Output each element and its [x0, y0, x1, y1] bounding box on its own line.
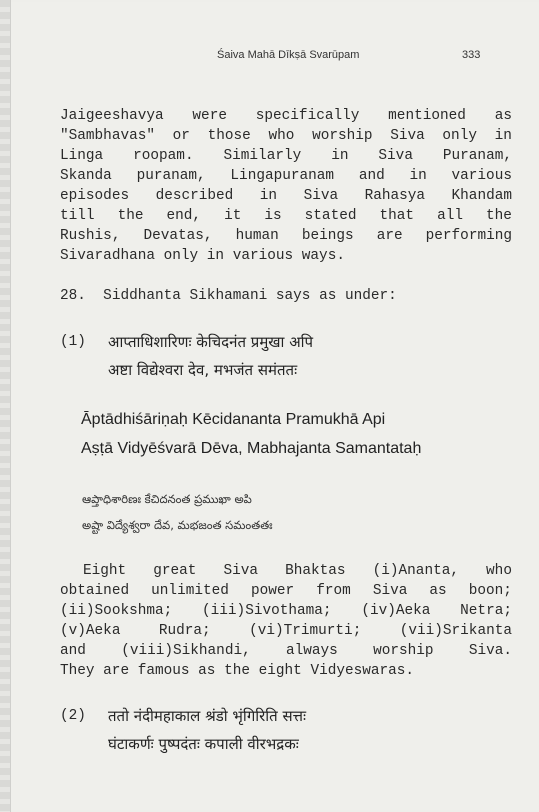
word: in: [206, 248, 225, 264]
word: (iv)Aeka: [361, 603, 431, 619]
text-line: [60, 126, 512, 146]
word: Skanda: [60, 168, 112, 184]
text-line: [60, 661, 512, 681]
word: and: [358, 168, 385, 184]
word: Lingapuranam: [230, 168, 335, 184]
verse-1-transliteration-line-1: Āptādhiśāriṇaḥ Kēcidananta Pramukhā Api: [81, 411, 386, 428]
text-line: [60, 146, 512, 166]
word: Siva.: [468, 643, 512, 659]
verse-2-sanskrit-line-2: घंटाकर्णः पुष्पदंतः कपाली वीरभद्रकः: [108, 735, 299, 753]
word: Siva: [378, 148, 413, 164]
verse-1-telugu-line-1: ఆప్తాధిశారిణః కేచిదనంత ప్రముఖా అపి: [82, 492, 252, 506]
word: Siva: [372, 583, 408, 599]
word: (vii)Srikanta: [399, 623, 512, 639]
word: great: [153, 563, 197, 579]
word: Jaigeeshavya: [60, 108, 164, 124]
spiral-binding-edge: [0, 0, 11, 812]
word: are: [103, 663, 130, 679]
verse-2-label: (2): [60, 708, 86, 724]
section-28-heading: 28. Siddhanta Sikhamani says as under:: [60, 288, 397, 304]
word: boon;: [468, 583, 512, 599]
word: always: [286, 643, 338, 659]
word: famous: [137, 663, 190, 679]
word: obtained: [60, 583, 130, 599]
word: (i)Ananta,: [372, 563, 459, 579]
word: it: [224, 208, 242, 224]
word: the: [486, 208, 512, 224]
word: (viii)Sikhandi,: [121, 643, 251, 659]
paragraph-vidyeswaras: [60, 561, 512, 681]
word: (ii)Sookshma;: [60, 603, 173, 619]
word: worship: [373, 643, 434, 659]
word: Sivaradhana: [60, 248, 155, 264]
word: Vidyeswaras.: [310, 663, 415, 679]
word: as: [198, 663, 216, 679]
word: or: [172, 128, 190, 144]
word: in: [259, 188, 278, 204]
word: Rudra;: [158, 623, 211, 639]
word: end,: [166, 208, 202, 224]
word: power: [250, 583, 295, 599]
word: Khandam: [451, 188, 512, 204]
word: only: [163, 248, 199, 264]
word: worship: [312, 128, 373, 144]
text-line: [60, 601, 512, 621]
word: Rushis,: [60, 228, 121, 244]
word: Siva: [390, 128, 425, 144]
word: as: [429, 583, 447, 599]
word: (iii)Sivothama;: [202, 603, 332, 619]
word: various: [232, 248, 294, 264]
word: beings: [301, 228, 354, 244]
word: in: [331, 148, 349, 164]
word: eight: [258, 663, 302, 679]
word: is: [264, 208, 282, 224]
word: and: [60, 643, 86, 659]
verse-1-transliteration-line-2: Aṣṭā Vidyēśvarā Dēva, Mabhajanta Samantataḥ: [81, 440, 422, 457]
word: were: [192, 108, 227, 124]
word: all: [437, 208, 463, 224]
text-line: [60, 186, 512, 206]
word: They: [60, 663, 95, 679]
word: Devatas,: [143, 228, 213, 244]
word: puranam,: [136, 168, 206, 184]
word: episodes: [60, 188, 130, 204]
word: till: [60, 208, 95, 224]
text-line: [60, 226, 512, 246]
word: Rahasya: [364, 188, 426, 204]
verse-2-sanskrit-line-1: ततो नंदीमहाकाल श्रंडो भृंगिरिति सत्तः: [108, 707, 307, 725]
verse-1-sanskrit-line-1: आप्ताधिशारिणः केचिदनंत प्रमुखा अपि: [108, 333, 314, 351]
text-line: [60, 106, 512, 126]
verse-1-sanskrit-line-2: अष्टा विद्येश्वरा देव, मभजंत समंततः: [108, 361, 298, 379]
text-line: [60, 246, 512, 266]
word: the: [117, 208, 144, 224]
word: Puranam,: [442, 148, 512, 164]
word: mentioned: [388, 108, 466, 124]
word: that: [379, 208, 415, 224]
word: Siva: [223, 563, 259, 579]
word: roopam.: [133, 148, 194, 164]
word: as: [494, 108, 512, 124]
text-line: [60, 206, 512, 226]
word: those: [207, 128, 251, 144]
running-header: [0, 49, 539, 65]
word: who: [268, 128, 295, 144]
text-line: [60, 561, 512, 581]
text-line: [60, 621, 512, 641]
paragraph-sambhavas: [60, 106, 512, 266]
verse-1-label: (1): [60, 334, 86, 350]
word: Netra;: [460, 603, 512, 619]
word: in: [494, 128, 512, 144]
word: human: [235, 228, 279, 244]
word: are: [376, 228, 403, 244]
word: Similarly: [223, 148, 302, 164]
word: (v)Aeka: [60, 623, 121, 639]
word: "Sambhavas": [60, 128, 155, 144]
word: Siva: [303, 188, 339, 204]
text-line: [60, 581, 512, 601]
word: in: [409, 168, 427, 184]
page-number: 333: [462, 49, 481, 61]
word: described: [155, 188, 234, 204]
word: various: [451, 168, 512, 184]
word: Linga: [60, 148, 104, 164]
word: Bhaktas: [285, 563, 346, 579]
word: (vi)Trimurti;: [249, 623, 362, 639]
text-line: [60, 166, 512, 186]
word: stated: [304, 208, 357, 224]
word: who: [486, 563, 512, 579]
verse-1-telugu-line-2: అష్టా విద్యేశ్వరా దేవ, మభజంత సమంతతః: [82, 518, 273, 532]
word: performing: [425, 228, 512, 244]
word: only: [442, 128, 477, 144]
word: from: [316, 583, 351, 599]
word: the: [224, 663, 250, 679]
word: ways.: [301, 248, 345, 264]
word: Eight: [83, 563, 127, 579]
word: specifically: [255, 108, 360, 124]
word: unlimited: [151, 583, 229, 599]
header-title: Śaiva Mahā Dīkṣā Svarūpam: [217, 49, 360, 61]
text-line: [60, 641, 512, 661]
